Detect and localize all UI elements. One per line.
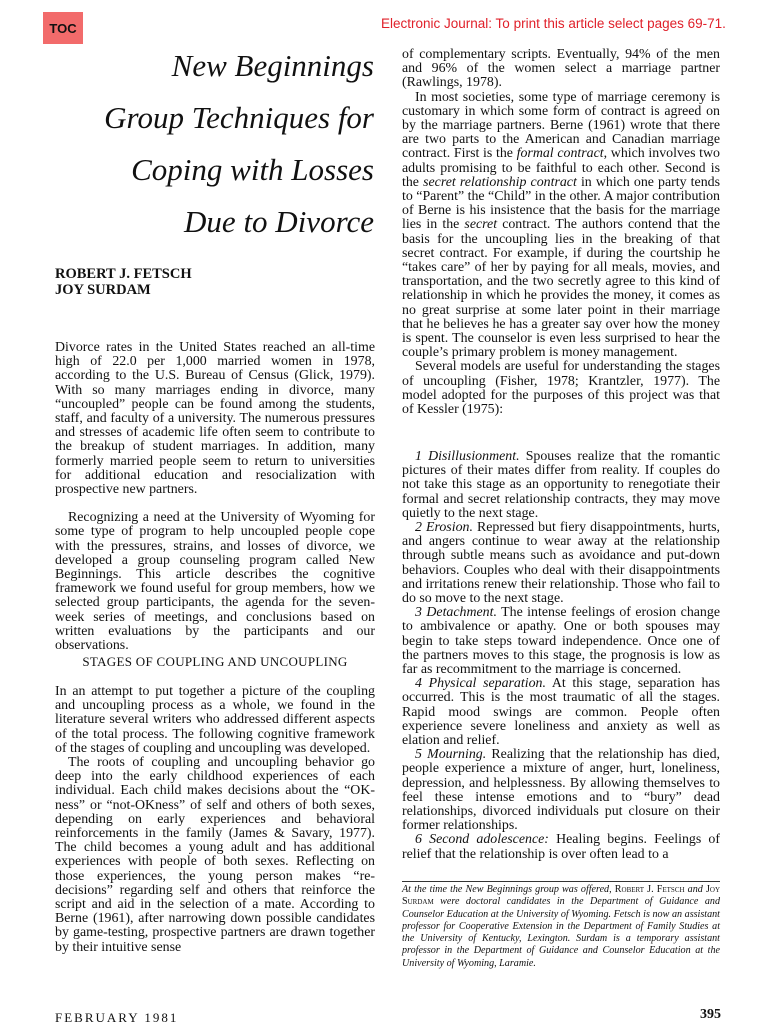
electronic-journal-notice: Electronic Journal: To print this article select pages 69-71.	[381, 16, 726, 31]
stage-item: 3 Detachment. The intense feelings of erosion change to ambivalence or apathy. One or both spouses may begin to take steps toward independence. Once one of the partners moves to this stage, the prognosis is low as far as recommitment to the marriage is concerned.	[402, 605, 720, 678]
article-title	[52, 40, 374, 248]
toc-button[interactable]: TOC	[43, 12, 83, 44]
title-line: Group Techniques for	[104, 100, 374, 135]
stages-text	[55, 685, 375, 955]
author-name: JOY SURDAM	[55, 282, 151, 298]
stage-item: 4 Physical separation. At this stage, separation has occurred. This is the most traumatic of all the stages. Rapid mood swings are common. People often experience severe loneliness and anxiety as well as elation and relief.	[402, 676, 720, 749]
paragraph: Divorce rates in the United States reached an all-time high of 22.0 per 1,000 married women in 1978, according to the U.S. Bureau of Census (Glick, 1979). With so many marriages ending in divorce, many “uncoupled” people can be found among the students, staff, and faculty of a university. The numerous pressures and stresses of academic life often seem to contribute to the breakup of student marriages. In addition, many formerly married people seem to return to universities for additional education and resocialization with prospective new partners.	[55, 340, 375, 498]
stage-item: 2 Erosion. Repressed but fiery disappointments, hurts, and angers continue to wear away at the relationship through subtle means such as avoidance and put-down behaviors. Couples who deal with their disappointments and irritations renew their relationship. Those who fail to do so move to the next stage.	[402, 520, 720, 607]
paragraph: The roots of coupling and uncoupling behavior go deep into the early childhood experiences of each individual. Each child makes decisions about the “OK-ness” or “not-OKness” of self and others of both sexes, depending on early experiences and behavioral reinforcements in the family (James & Savary, 1977). The child becomes a young adult and has additional experiences with people of both sexes. Reflecting on those experiences, the young person makes “re-decisions” regarding self and others that reinforce the script and aid in the selection of a mate. According to Berne (1961), after narrowing down possible candidates by game-testing, prospective partners are drawn together by their intuitive sense	[55, 755, 375, 955]
paragraph: of complementary scripts. Eventually, 94% of the men and 96% of the women select a marriage partner (Rawlings, 1978).	[402, 47, 720, 91]
issue-date: FEBRUARY 1981	[55, 1010, 179, 1025]
stage-list	[402, 450, 720, 862]
section-heading: STAGES OF COUPLING AND UNCOUPLING	[82, 654, 348, 669]
stage-item: 1 Disillusionment. Spouses realize that the romantic pictures of their mates differ from reality. If couples do not take this stage as an opportunity to renegotiate their formal and secret relationship contracts, they may move quietly to the next stage.	[402, 449, 720, 521]
paragraph: Recognizing a need at the University of Wyoming for some type of program to help uncoupled people cope with the pressures, strains, and losses of divorce, we developed a group counseling program called New Beginnings. This article describes the cognitive framework we found useful for group members, how we selected group participants, the agenda for the seven-week series of meetings, and conclusions based on written evaluations by the participants and our observations.	[55, 510, 375, 654]
paragraph: In an attempt to put together a picture of the coupling and uncoupling process as a whole, we found in the literature several writers who addressed different aspects of the total process. The following cognitive framework of the stages of coupling and uncoupling was developed.	[55, 684, 375, 756]
intro-text	[55, 341, 375, 653]
stage-item: 6 Second adolescence: Healing begins. Feelings of relief that the relationship is over often lead to a	[402, 832, 720, 862]
author-name: ROBERT J. FETSCH	[55, 266, 192, 282]
paragraph: In most societies, some type of marriage ceremony is customary in which some form of contract is agreed on by the marriage partners. Berne (1961) wrote that there are two parts to the American and Canadian marriage contract. First is the formal contract, which involves two adults promising to be faithful to each other. Second is the secret relationship contract in which one party tends to “Parent” the “Child” in the other. A major contribution of Berne is his insistence that the basis for the marriage lies in the secret contract. The authors contend that the basis for the uncoupling lies in the breaking of that secret contract. For example, if during the courtship he “takes care” of her by paying for all meals, movies, and transportation, and the two secretly agree to this kind of relationship in which he provides the money, it comes as no great surprise at some later point in their marriage that he believes he has a greater say over how the money is spent. The counselor is even less surprised to hear the couple’s primary problem is money management.	[402, 89, 720, 361]
title-line: Coping with Losses	[131, 152, 374, 187]
author-list	[55, 266, 192, 298]
title-line: New Beginnings	[171, 48, 374, 83]
stage-item: 5 Mourning. Realizing that the relationship has died, people experience a mixture of anger, hurt, loneliness, depression, and helplessness. By allowing themselves to feel these intense emotions and to “bury” dead relationships, divorced individuals put closure on their former relationships.	[402, 747, 720, 834]
title-line: Due to Divorce	[184, 204, 374, 239]
page-number: 395	[700, 1007, 721, 1022]
paragraph: Several models are useful for understanding the stages of uncoupling (Fisher, 1978; Krantzler, 1977). The model adopted for the purposes of this project was that of Kessler (1975):	[402, 359, 720, 418]
right-column-text	[402, 48, 720, 417]
author-footnote: At the time the New Beginnings group was offered, Robert J. Fetsch and Joy Surdam were doctoral candidates in the Department of Guidance and Counselor Education at the University of Wyoming. Fetsch is now an assistant professor for Cooperative Extension in the Department of Family Studies at the University of Kentucky, Lexington. Surdam is a temporary assistant professor in the Department of Guidance and Counselor Education at the University of Wyoming, Laramie.	[402, 881, 720, 970]
